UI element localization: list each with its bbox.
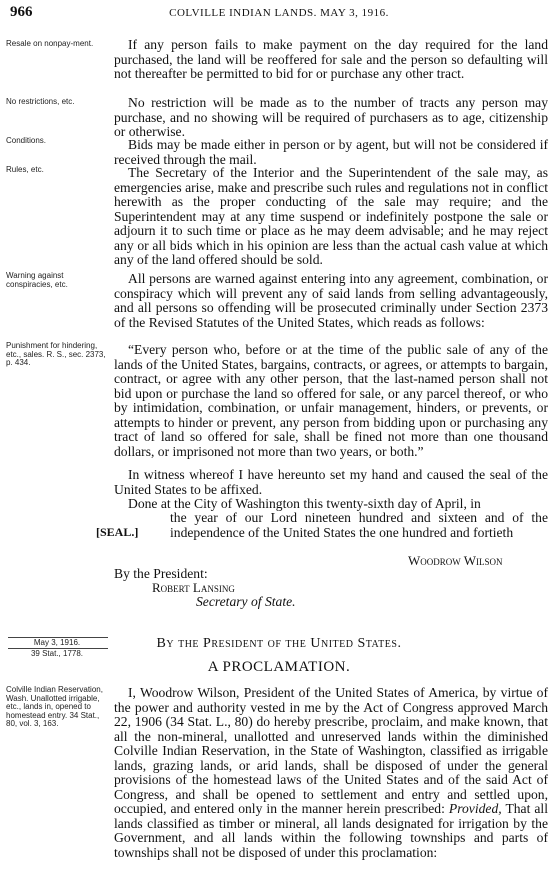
paragraph-rules: The Secretary of the Interior and the Superintendent of the sale may, as emergencies arise, make and prescribe such rules and regulations not in conflict herewith as the proper conducting of the sale may require; and the Superintendent may at any time suspend or indefinitely postpone the sale or adjourn it to such time or place as he may deem advisable; and he may reject any or all bids which in his opinion are less than the actual cash value at which any of the land offered should be sold.	[114, 165, 548, 267]
seal-mark: [SEAL.]	[96, 525, 139, 539]
margin-note-colville: Colville Indian Reservation, Wash. Unallotted irrigable, etc., lands in, opened to homestead entry. 34 Stat., 80, vol. 3, 163.	[6, 685, 103, 728]
paragraph-bids: Bids may be made either in person or by agent, but will not be considered if received through the mail.	[114, 137, 548, 167]
paragraph-witness: In witness whereof I have hereunto set my hand and caused the seal of the United States to be affixed.	[114, 467, 548, 497]
margin-note-warning: Warning against conspiracies, etc.	[6, 271, 68, 289]
secretary-name: Robert Lansing	[152, 580, 235, 595]
paragraph-no-restriction: No restriction will be made as to the number of tracts any person may purchase, and no showing will be required of purchasers as to age, citizenship or otherwise.	[114, 95, 548, 139]
paragraph-done-at: Done at the City of Washington this twenty-sixth day of April, in	[128, 496, 481, 511]
margin-note-rules: Rules, etc.	[6, 165, 44, 174]
signer-name: Woodrow Wilson	[408, 553, 503, 568]
proclamation-text-end: That all lands classified as timber or mineral, all lands designated for irrigation by the Government, and all lands within the following townships and parts of townships shall not be disposed of under this proclamation:	[114, 801, 548, 860]
margin-note-date: May 3, 1916.	[33, 638, 81, 647]
paragraph-warning: All persons are warned against entering into any agreement, combination, or conspiracy which will prevent any of said lands from selling advantageously, and all persons so offending will be prosecuted criminally under Section 2373 of the Revised Statutes of the United States, which reads as follows:	[114, 271, 548, 330]
margin-note-conditions: Conditions.	[6, 136, 47, 145]
page-number: 966	[10, 4, 33, 20]
provided-word: Provided,	[448, 801, 502, 816]
paragraph-statute-quote: “Every person who, before or at the time of the public sale of any of the lands of the United States, bargains, contracts, or agrees, or attempts to bargain, contract, or agree with any other person, that the last-named person shall not bid upon or purchase the land so offered for sale, or any parcel thereof, or who by intimidation, combination, or unfair management, hinders, or prevents, or attempts to hinder or prevent, any person from bidding upon or purchasing any tract of land so offered for sale, shall be fined not more than one thousand dollars, or imprisoned not more than two years, or both.”	[114, 342, 548, 459]
by-the-president: By the President:	[114, 566, 208, 581]
paragraph-resale: If any person fails to make payment on the day required for the land purchased, the land will be reoffered for sale and the person so defaulting will not thereafter be permitted to bid for or purchase any other tract.	[114, 37, 548, 81]
proclamation-heading: By the President of the United States.	[156, 636, 402, 651]
proclamation-text: I, Woodrow Wilson, President of the United States of America, by virtue of the power and authority vested in me by the Act of Congress approved March 22, 1906 (34 Stat. L., 80) do hereby prescribe, proclaim, and make known, that all the non-mineral, unallotted and unreserved lands within the diminished Colville Indian Reservation, in the State of Washington, classified as irrigable lands, grazing lands, or arid lands, shall be disposed of under the general provisions of the homestead laws of the United States and of the said Act of Congress, and shall be opened to settlement and entry and settled upon, occupied, and entered only in the manner herein prescribed:	[114, 685, 548, 816]
proclamation-title: A PROCLAMATION.	[207, 659, 351, 675]
margin-note-no-restrictions: No restrictions, etc.	[6, 97, 75, 106]
margin-note-punishment: Punishment for hindering, etc., sales. R. S., sec. 2373, p. 434.	[6, 341, 106, 367]
paragraph-proclamation	[114, 686, 548, 860]
running-title: COLVILLE INDIAN LANDS. MAY 3, 1916.	[169, 7, 389, 19]
secretary-title: Secretary of State.	[196, 594, 296, 609]
paragraph-date-line: the year of our Lord nineteen hundred and sixteen and of the independence of the United States the one hundred and fortieth	[170, 510, 548, 540]
margin-note-statute: 39 Stat., 1778.	[30, 649, 84, 658]
margin-note-resale: Resale on nonpay-ment.	[6, 39, 94, 48]
